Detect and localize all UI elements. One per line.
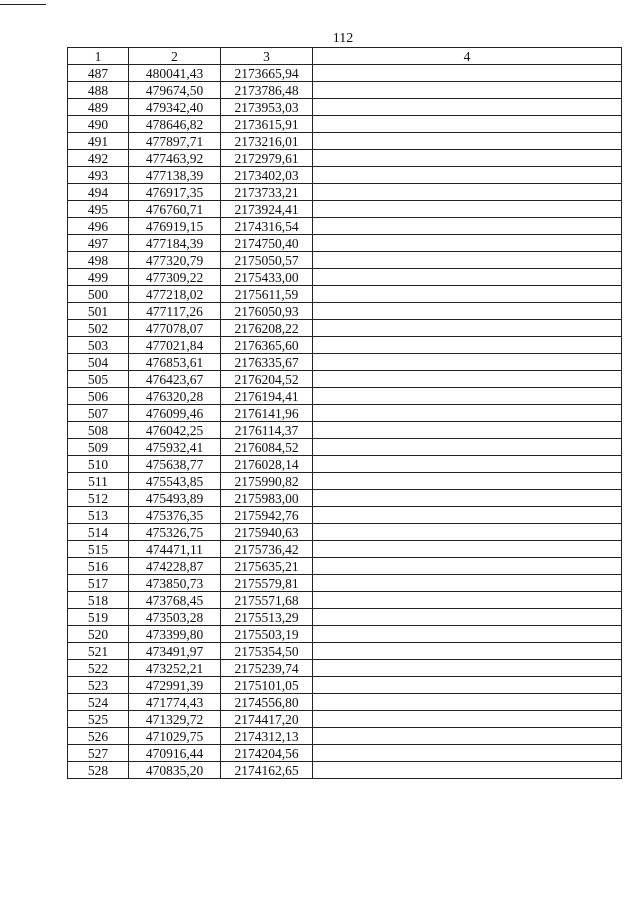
y-coordinate-cell: 2174316,54 — [221, 218, 313, 235]
description-cell — [313, 728, 622, 745]
description-cell — [313, 388, 622, 405]
y-coordinate-cell: 2175571,68 — [221, 592, 313, 609]
description-cell — [313, 762, 622, 779]
description-cell — [313, 320, 622, 337]
table-row — [68, 354, 622, 371]
x-coordinate-cell: 478646,82 — [129, 116, 221, 133]
y-coordinate-cell: 2176194,41 — [221, 388, 313, 405]
point-number-cell: 516 — [68, 558, 129, 575]
description-cell — [313, 371, 622, 388]
y-coordinate-cell: 2175354,50 — [221, 643, 313, 660]
table-row — [68, 252, 622, 269]
y-coordinate-cell: 2176141,96 — [221, 405, 313, 422]
x-coordinate-cell: 477021,84 — [129, 337, 221, 354]
point-number-cell: 495 — [68, 201, 129, 218]
point-number-cell: 508 — [68, 422, 129, 439]
description-cell — [313, 609, 622, 626]
description-cell — [313, 490, 622, 507]
description-cell — [313, 592, 622, 609]
description-cell — [313, 660, 622, 677]
description-cell — [313, 422, 622, 439]
point-number-cell: 491 — [68, 133, 129, 150]
column-header-1: 1 — [68, 48, 129, 65]
y-coordinate-cell: 2175990,82 — [221, 473, 313, 490]
description-cell — [313, 184, 622, 201]
table-row — [68, 524, 622, 541]
description-cell — [313, 439, 622, 456]
column-header-2: 2 — [129, 48, 221, 65]
table-row — [68, 218, 622, 235]
description-cell — [313, 99, 622, 116]
x-coordinate-cell: 473399,80 — [129, 626, 221, 643]
description-cell — [313, 524, 622, 541]
x-coordinate-cell: 476760,71 — [129, 201, 221, 218]
point-number-cell: 498 — [68, 252, 129, 269]
y-coordinate-cell: 2174312,13 — [221, 728, 313, 745]
table-row — [68, 320, 622, 337]
x-coordinate-cell: 476042,25 — [129, 422, 221, 439]
point-number-cell: 526 — [68, 728, 129, 745]
y-coordinate-cell: 2173615,91 — [221, 116, 313, 133]
point-number-cell: 511 — [68, 473, 129, 490]
description-cell — [313, 354, 622, 371]
y-coordinate-cell: 2175940,63 — [221, 524, 313, 541]
table-row — [68, 235, 622, 252]
description-cell — [313, 150, 622, 167]
description-cell — [313, 65, 622, 82]
table-row — [68, 337, 622, 354]
table-row — [68, 490, 622, 507]
description-cell — [313, 575, 622, 592]
x-coordinate-cell: 479342,40 — [129, 99, 221, 116]
y-coordinate-cell: 2173786,48 — [221, 82, 313, 99]
description-cell — [313, 745, 622, 762]
x-coordinate-cell: 477897,71 — [129, 133, 221, 150]
point-number-cell: 518 — [68, 592, 129, 609]
y-coordinate-cell: 2174750,40 — [221, 235, 313, 252]
y-coordinate-cell: 2173216,01 — [221, 133, 313, 150]
table-row — [68, 473, 622, 490]
column-header-3: 3 — [221, 48, 313, 65]
point-number-cell: 505 — [68, 371, 129, 388]
x-coordinate-cell: 475376,35 — [129, 507, 221, 524]
point-number-cell: 520 — [68, 626, 129, 643]
y-coordinate-cell: 2175635,21 — [221, 558, 313, 575]
description-cell — [313, 677, 622, 694]
x-coordinate-cell: 476919,15 — [129, 218, 221, 235]
x-coordinate-cell: 477184,39 — [129, 235, 221, 252]
x-coordinate-cell: 480041,43 — [129, 65, 221, 82]
table-row — [68, 405, 622, 422]
point-number-cell: 510 — [68, 456, 129, 473]
x-coordinate-cell: 475326,75 — [129, 524, 221, 541]
x-coordinate-cell: 479674,50 — [129, 82, 221, 99]
table-row — [68, 388, 622, 405]
description-cell — [313, 643, 622, 660]
table-row — [68, 660, 622, 677]
x-coordinate-cell: 475638,77 — [129, 456, 221, 473]
y-coordinate-cell: 2174417,20 — [221, 711, 313, 728]
table-row — [68, 626, 622, 643]
table-row — [68, 558, 622, 575]
x-coordinate-cell: 477463,92 — [129, 150, 221, 167]
table-row — [68, 728, 622, 745]
table-row — [68, 116, 622, 133]
description-cell — [313, 286, 622, 303]
description-cell — [313, 201, 622, 218]
x-coordinate-cell: 474228,87 — [129, 558, 221, 575]
y-coordinate-cell: 2175513,29 — [221, 609, 313, 626]
description-cell — [313, 694, 622, 711]
table-row — [68, 286, 622, 303]
x-coordinate-cell: 470916,44 — [129, 745, 221, 762]
x-coordinate-cell: 476423,67 — [129, 371, 221, 388]
table-row — [68, 677, 622, 694]
y-coordinate-cell: 2175611,59 — [221, 286, 313, 303]
table-body — [68, 65, 622, 779]
x-coordinate-cell: 477218,02 — [129, 286, 221, 303]
y-coordinate-cell: 2176028,14 — [221, 456, 313, 473]
y-coordinate-cell: 2175983,00 — [221, 490, 313, 507]
point-number-cell: 494 — [68, 184, 129, 201]
coordinates-table — [67, 47, 622, 779]
table-row — [68, 167, 622, 184]
point-number-cell: 523 — [68, 677, 129, 694]
point-number-cell: 507 — [68, 405, 129, 422]
x-coordinate-cell: 477117,26 — [129, 303, 221, 320]
x-coordinate-cell: 477309,22 — [129, 269, 221, 286]
point-number-cell: 524 — [68, 694, 129, 711]
point-number-cell: 497 — [68, 235, 129, 252]
y-coordinate-cell: 2174556,80 — [221, 694, 313, 711]
y-coordinate-cell: 2175579,81 — [221, 575, 313, 592]
table-row — [68, 592, 622, 609]
table-row — [68, 133, 622, 150]
point-number-cell: 513 — [68, 507, 129, 524]
y-coordinate-cell: 2175503,19 — [221, 626, 313, 643]
point-number-cell: 514 — [68, 524, 129, 541]
table-row — [68, 575, 622, 592]
point-number-cell: 519 — [68, 609, 129, 626]
point-number-cell: 512 — [68, 490, 129, 507]
point-number-cell: 496 — [68, 218, 129, 235]
x-coordinate-cell: 474471,11 — [129, 541, 221, 558]
point-number-cell: 500 — [68, 286, 129, 303]
x-coordinate-cell: 476099,46 — [129, 405, 221, 422]
page-number: 112 — [332, 31, 354, 46]
table-header-row — [68, 48, 622, 65]
description-cell — [313, 133, 622, 150]
y-coordinate-cell: 2176050,93 — [221, 303, 313, 320]
y-coordinate-cell: 2173733,21 — [221, 184, 313, 201]
point-number-cell: 489 — [68, 99, 129, 116]
y-coordinate-cell: 2173402,03 — [221, 167, 313, 184]
y-coordinate-cell: 2175942,76 — [221, 507, 313, 524]
description-cell — [313, 337, 622, 354]
description-cell — [313, 507, 622, 524]
table-row — [68, 65, 622, 82]
table-row — [68, 609, 622, 626]
table-row — [68, 150, 622, 167]
description-cell — [313, 541, 622, 558]
table-row — [68, 439, 622, 456]
table-row — [68, 507, 622, 524]
description-cell — [313, 626, 622, 643]
x-coordinate-cell: 471329,72 — [129, 711, 221, 728]
description-cell — [313, 558, 622, 575]
y-coordinate-cell: 2175433,00 — [221, 269, 313, 286]
point-number-cell: 487 — [68, 65, 129, 82]
point-number-cell: 517 — [68, 575, 129, 592]
y-coordinate-cell: 2175101,05 — [221, 677, 313, 694]
x-coordinate-cell: 473503,28 — [129, 609, 221, 626]
x-coordinate-cell: 477138,39 — [129, 167, 221, 184]
point-number-cell: 499 — [68, 269, 129, 286]
point-number-cell: 525 — [68, 711, 129, 728]
y-coordinate-cell: 2176204,52 — [221, 371, 313, 388]
description-cell — [313, 456, 622, 473]
table-row — [68, 694, 622, 711]
y-coordinate-cell: 2175239,74 — [221, 660, 313, 677]
y-coordinate-cell: 2172979,61 — [221, 150, 313, 167]
description-cell — [313, 235, 622, 252]
description-cell — [313, 116, 622, 133]
table-row — [68, 82, 622, 99]
table-row — [68, 711, 622, 728]
y-coordinate-cell: 2176084,52 — [221, 439, 313, 456]
x-coordinate-cell: 470835,20 — [129, 762, 221, 779]
y-coordinate-cell: 2173924,41 — [221, 201, 313, 218]
y-coordinate-cell: 2174204,56 — [221, 745, 313, 762]
point-number-cell: 490 — [68, 116, 129, 133]
description-cell — [313, 473, 622, 490]
point-number-cell: 501 — [68, 303, 129, 320]
point-number-cell: 527 — [68, 745, 129, 762]
point-number-cell: 522 — [68, 660, 129, 677]
description-cell — [313, 711, 622, 728]
x-coordinate-cell: 475543,85 — [129, 473, 221, 490]
point-number-cell: 509 — [68, 439, 129, 456]
x-coordinate-cell: 476917,35 — [129, 184, 221, 201]
point-number-cell: 521 — [68, 643, 129, 660]
y-coordinate-cell: 2176114,37 — [221, 422, 313, 439]
table-row — [68, 303, 622, 320]
x-coordinate-cell: 475932,41 — [129, 439, 221, 456]
point-number-cell: 504 — [68, 354, 129, 371]
y-coordinate-cell: 2176208,22 — [221, 320, 313, 337]
point-number-cell: 493 — [68, 167, 129, 184]
table-row — [68, 762, 622, 779]
point-number-cell: 502 — [68, 320, 129, 337]
table-row — [68, 745, 622, 762]
point-number-cell: 503 — [68, 337, 129, 354]
y-coordinate-cell: 2175050,57 — [221, 252, 313, 269]
y-coordinate-cell: 2174162,65 — [221, 762, 313, 779]
x-coordinate-cell: 473768,45 — [129, 592, 221, 609]
table-row — [68, 269, 622, 286]
point-number-cell: 515 — [68, 541, 129, 558]
x-coordinate-cell: 473491,97 — [129, 643, 221, 660]
x-coordinate-cell: 472991,39 — [129, 677, 221, 694]
point-number-cell: 528 — [68, 762, 129, 779]
description-cell — [313, 252, 622, 269]
description-cell — [313, 303, 622, 320]
description-cell — [313, 167, 622, 184]
column-header-4: 4 — [313, 48, 622, 65]
table-row — [68, 184, 622, 201]
table-row — [68, 541, 622, 558]
table-row — [68, 371, 622, 388]
x-coordinate-cell: 477320,79 — [129, 252, 221, 269]
x-coordinate-cell: 473252,21 — [129, 660, 221, 677]
corner-mark — [0, 4, 46, 5]
y-coordinate-cell: 2176335,67 — [221, 354, 313, 371]
y-coordinate-cell: 2173953,03 — [221, 99, 313, 116]
description-cell — [313, 218, 622, 235]
x-coordinate-cell: 475493,89 — [129, 490, 221, 507]
point-number-cell: 492 — [68, 150, 129, 167]
table-row — [68, 643, 622, 660]
description-cell — [313, 82, 622, 99]
x-coordinate-cell: 471029,75 — [129, 728, 221, 745]
point-number-cell: 506 — [68, 388, 129, 405]
description-cell — [313, 269, 622, 286]
x-coordinate-cell: 473850,73 — [129, 575, 221, 592]
table-row — [68, 201, 622, 218]
x-coordinate-cell: 477078,07 — [129, 320, 221, 337]
description-cell — [313, 405, 622, 422]
table-row — [68, 99, 622, 116]
table-row — [68, 422, 622, 439]
x-coordinate-cell: 476853,61 — [129, 354, 221, 371]
y-coordinate-cell: 2176365,60 — [221, 337, 313, 354]
x-coordinate-cell: 471774,43 — [129, 694, 221, 711]
x-coordinate-cell: 476320,28 — [129, 388, 221, 405]
point-number-cell: 488 — [68, 82, 129, 99]
y-coordinate-cell: 2175736,42 — [221, 541, 313, 558]
y-coordinate-cell: 2173665,94 — [221, 65, 313, 82]
table-row — [68, 456, 622, 473]
